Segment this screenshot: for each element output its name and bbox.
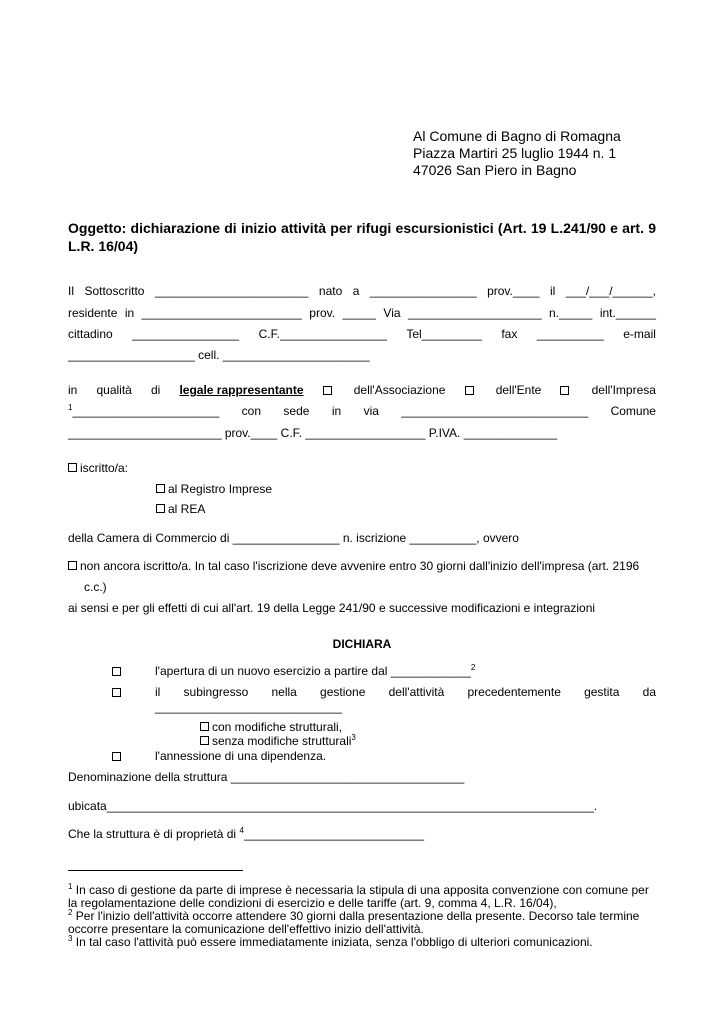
int-field[interactable]: int.______ xyxy=(599,306,656,320)
capacity-row-1 xyxy=(68,383,656,397)
association-checkbox[interactable] xyxy=(323,386,332,395)
footnote-1 xyxy=(68,884,658,910)
word: Sottoscritto xyxy=(84,284,145,298)
with-changes-label: con modifiche strutturali, xyxy=(212,720,343,734)
without-changes-checkbox[interactable] xyxy=(200,736,209,745)
footnote-text: In tal caso l'attività può essere immediatamente iniziata, senza l'obbligo di ulteriori comunicazioni. xyxy=(75,935,593,949)
non-iscritto-option[interactable] xyxy=(68,559,639,573)
word: a xyxy=(352,284,360,298)
footnote-ref-1: 1 xyxy=(68,403,73,412)
word: cittadino xyxy=(68,327,113,341)
word: nato xyxy=(318,284,343,298)
footnote-text: In caso di gestione da parte di imprese è necessaria la stipula di una apposita convenzione con comune per la regolamentazione delle condizioni di esercizio e delle tariffe (art. 9, comma 4, L.R. 16/04), xyxy=(68,883,649,910)
footnote-ref-4: 4 xyxy=(239,826,244,835)
registro-checkbox[interactable] xyxy=(156,484,165,493)
birthdate-field[interactable]: ___/___/______, xyxy=(565,284,656,298)
word: il xyxy=(550,284,556,298)
rea-checkbox[interactable] xyxy=(156,504,165,513)
without-changes-option[interactable] xyxy=(200,734,356,748)
impresa-label: dell'Impresa xyxy=(591,383,656,397)
word: residente xyxy=(68,306,118,320)
word: il xyxy=(155,685,161,699)
word: in xyxy=(331,404,342,418)
structure-name-row[interactable]: Denominazione della struttura ___________________________________ xyxy=(68,770,465,784)
word: in xyxy=(68,383,78,397)
street-field[interactable]: ____________________ xyxy=(408,306,542,320)
footnote-number: 1 xyxy=(68,882,73,891)
footnote-number: 2 xyxy=(68,908,73,917)
residence-prov-field[interactable]: _____ xyxy=(342,306,376,320)
capacity-row-3[interactable]: _______________________ prov.____ C.F. __________________ P.IVA. ______________ xyxy=(68,426,558,440)
recipient-line3: 47026 San Piero in Bagno xyxy=(413,162,577,178)
subject: Oggetto: dichiarazione di inizio attività per rifugi escursionistici (Art. 19 L.241/90 e art. 9 L.R. 16/04) xyxy=(68,220,656,254)
word: gestione xyxy=(320,685,366,699)
word: in xyxy=(124,306,135,320)
word: prov. xyxy=(309,306,336,320)
footnote-2 xyxy=(68,910,658,936)
annex-label: l'annessione di una dipendenza. xyxy=(155,749,327,763)
word: da xyxy=(642,685,656,699)
word: con xyxy=(241,404,262,418)
birth-prov-field[interactable]: prov.____ xyxy=(487,284,540,298)
fax-field[interactable]: __________ xyxy=(536,327,604,341)
personal-row-1 xyxy=(68,284,656,298)
ai-sensi-text: ai sensi e per gli effetti di cui all'art. 19 della Legge 241/90 e successive modificazioni e integrazioni xyxy=(68,601,596,615)
owner-field[interactable]: ___________________________ xyxy=(243,827,425,841)
email-cell-row[interactable]: ___________________ cell. ______________________ xyxy=(68,348,370,362)
citizenship-field[interactable]: ________________ xyxy=(132,327,240,341)
word: fax xyxy=(501,327,518,341)
footnote-ref-3: 3 xyxy=(351,733,356,742)
non-iscritto-label: non ancora iscritto/a. In tal caso l'iscrizione deve avvenire entro 30 giorni dall'inizio dell'impresa (art. 2196 xyxy=(80,559,640,573)
new-business-checkbox[interactable] xyxy=(112,667,121,676)
registro-option[interactable] xyxy=(156,482,272,496)
association-label: dell'Associazione xyxy=(353,383,446,397)
structure-owner-row[interactable] xyxy=(68,827,424,841)
word: sede xyxy=(283,404,310,418)
footnote-separator xyxy=(68,870,243,871)
word: e-mail xyxy=(623,327,656,341)
birthplace-field[interactable]: ________________ xyxy=(369,284,477,298)
ente-checkbox[interactable] xyxy=(465,386,474,395)
name-field[interactable]: _______________________ xyxy=(154,284,309,298)
rea-label: al REA xyxy=(168,502,206,516)
word: Comune xyxy=(610,404,656,418)
annex-checkbox[interactable] xyxy=(112,752,121,761)
personal-row-2 xyxy=(68,306,656,320)
iscritto-option[interactable] xyxy=(68,461,128,475)
personal-row-3 xyxy=(68,327,656,341)
recipient-line1: Al Comune di Bagno di Romagna xyxy=(413,128,621,144)
legal-rep-label: legale rappresentante xyxy=(179,383,304,397)
residence-field[interactable]: ________________________ xyxy=(141,306,302,320)
without-changes-label: senza modifiche strutturali xyxy=(212,734,352,748)
word: subingresso xyxy=(183,685,249,699)
iscritto-checkbox[interactable] xyxy=(68,463,77,472)
with-changes-option[interactable] xyxy=(200,720,342,734)
impresa-checkbox[interactable] xyxy=(560,386,569,395)
word: via xyxy=(363,404,379,418)
footnote-number: 3 xyxy=(68,934,73,943)
footnote-text: Per l'inizio dell'attività occorre attendere 30 giorni dalla presentazione della presente. Decorso tale termine occorre presentare la comunicazione dell'effettivo inizio dell'attività. xyxy=(68,909,640,936)
ente-label: dell'Ente xyxy=(495,383,542,397)
non-iscritto-cont: c.c.) xyxy=(84,580,107,594)
phone-field[interactable]: Tel_________ xyxy=(406,327,482,341)
structure-location-row[interactable]: ubicata_________________________________________________________________________. xyxy=(68,799,598,813)
rea-option[interactable] xyxy=(156,502,205,516)
iscritto-label: iscritto/a: xyxy=(80,461,129,475)
non-iscritto-checkbox[interactable] xyxy=(68,561,77,570)
word: precedentemente xyxy=(467,685,561,699)
word: Via xyxy=(383,306,401,320)
entity-street-field[interactable]: ____________________________ xyxy=(401,404,589,418)
camera-commercio-row[interactable]: della Camera di Commercio di ________________ n. iscrizione __________, ovvero xyxy=(68,531,519,545)
with-changes-checkbox[interactable] xyxy=(200,722,209,731)
fiscal-code-field[interactable]: C.F.________________ xyxy=(258,327,387,341)
previous-manager-field[interactable]: ____________________________ xyxy=(155,700,342,714)
capacity-row-2 xyxy=(68,404,656,418)
footnote-3 xyxy=(68,936,658,949)
footnote-ref-2: 2 xyxy=(470,663,476,672)
takeover-label xyxy=(155,685,656,699)
word: Il xyxy=(68,284,74,298)
registro-label: al Registro Imprese xyxy=(168,482,273,496)
dichiara-heading: DICHIARA xyxy=(332,637,392,651)
recipient-line2: Piazza Martiri 25 luglio 1944 n. 1 xyxy=(413,145,617,161)
word: gestita xyxy=(584,685,620,699)
word: nella xyxy=(271,685,297,699)
takeover-checkbox[interactable] xyxy=(112,688,121,697)
number-field[interactable]: n._____ xyxy=(548,306,593,320)
entity-name-field[interactable]: ______________________ xyxy=(72,404,220,418)
word: di xyxy=(150,383,161,397)
word: dell'attività xyxy=(388,685,445,699)
owner-label: Che la struttura è di proprietà di xyxy=(68,827,237,841)
word: qualità xyxy=(96,383,132,397)
new-business-text: l'apertura di un nuovo esercizio a partire dal ____________ xyxy=(155,664,471,678)
new-business-label xyxy=(155,664,475,678)
